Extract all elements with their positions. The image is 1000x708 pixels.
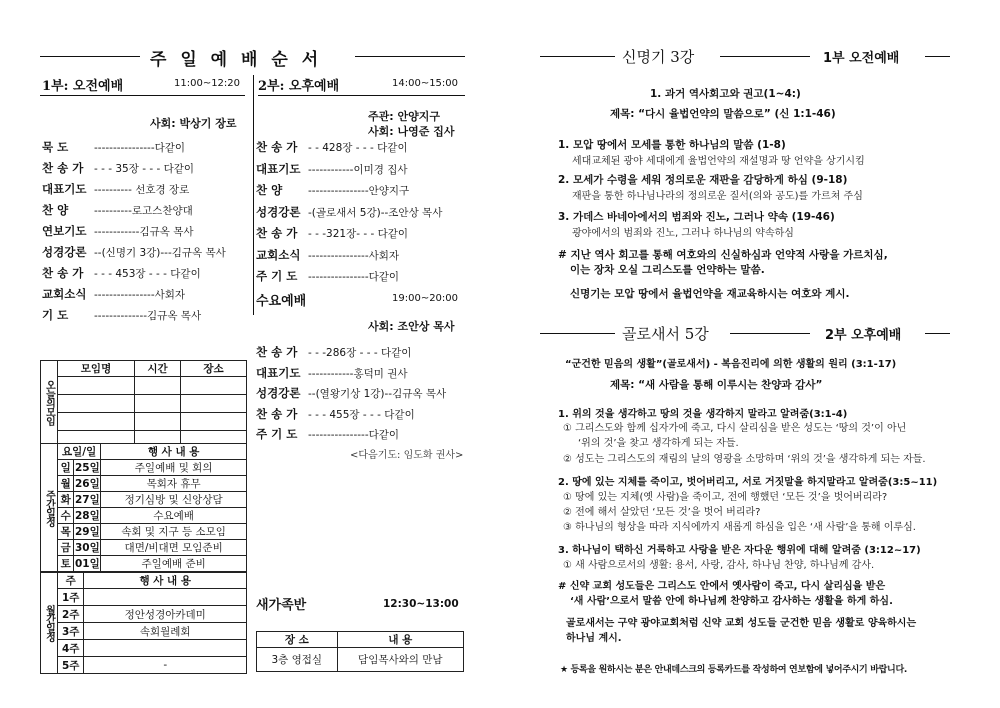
weekly-day: 수 bbox=[58, 508, 74, 524]
service3-name: 수요예배 bbox=[256, 294, 307, 309]
weekly-date: 27일 bbox=[74, 492, 101, 508]
order-label: 대표기도 bbox=[42, 182, 87, 196]
today-header-place: 장소 bbox=[181, 361, 247, 377]
order-label: 대표기도 bbox=[256, 161, 301, 176]
weekly-date: 01일 bbox=[74, 556, 101, 572]
sermon1-note-line1: # 지난 역사 회고를 통해 여호와의 신실하심과 언약적 사랑을 가르치심, bbox=[558, 249, 888, 261]
service3-time: 19:00~20:00 bbox=[392, 293, 459, 304]
weekly-row bbox=[41, 540, 247, 556]
order-label: 찬 송 가 bbox=[256, 345, 298, 359]
order-label: 성경강론 bbox=[256, 386, 301, 400]
order-value: ----------로고스찬양대 bbox=[94, 205, 193, 217]
sermon2-summary-line2: 하나님 계시. bbox=[566, 633, 622, 644]
monthly-row bbox=[41, 606, 247, 623]
monthly-schedule-table bbox=[40, 572, 247, 674]
today-meetings-table bbox=[40, 360, 247, 444]
service1-presider: 사회: 박상기 장로 bbox=[150, 117, 237, 130]
sermon2-note-line1: # 신약 교회 성도들은 그리스도 안에서 옛사람이 죽고, 다시 살리심을 받은 bbox=[558, 581, 886, 592]
order-label: 찬 송 가 bbox=[42, 161, 84, 175]
newfamily-table bbox=[256, 631, 464, 672]
weekly-side-label: 주간일정 bbox=[41, 444, 58, 572]
weekly-event: 목회자 휴무 bbox=[101, 476, 247, 492]
order-value: --(열왕기상 1강)--김규옥 목사 bbox=[308, 388, 447, 400]
order-value: ---------- 선호경 장로 bbox=[94, 184, 190, 196]
monthly-event: - bbox=[84, 657, 247, 674]
weekly-schedule-table bbox=[40, 443, 247, 572]
weekly-event: 수요예배 bbox=[101, 508, 247, 524]
newfamily-header-place: 장 소 bbox=[257, 632, 338, 648]
newfamily-header-content: 내 용 bbox=[337, 632, 463, 648]
service2-name: 2부: 오후예배 bbox=[258, 79, 340, 94]
today-header-time: 시간 bbox=[135, 361, 181, 377]
weekly-row bbox=[41, 524, 247, 540]
order-value: ------------이미경 집사 bbox=[308, 163, 408, 176]
weekly-row bbox=[41, 476, 247, 492]
monthly-week: 2주 bbox=[58, 606, 84, 623]
newfamily-title: 새가족반 bbox=[256, 598, 307, 613]
order-value: ------------김규옥 목사 bbox=[94, 226, 194, 238]
order-label: 성경강론 bbox=[256, 204, 301, 219]
newfamily-place: 3층 영접실 bbox=[257, 648, 338, 672]
sermon1-point-1: 1. 모압 땅에서 모세를 통한 하나님의 말씀 (1-8) bbox=[558, 139, 786, 151]
order-value: - - - 453장 - - - 다같이 bbox=[94, 268, 201, 280]
order-label: 찬 송 가 bbox=[256, 226, 298, 240]
sermon1-point-3: 3. 가데스 바네아에서의 범죄와 진노, 그러나 약속 (19-46) bbox=[558, 211, 835, 223]
order-value: - - -286장 - - - 다같이 bbox=[308, 347, 412, 359]
weekly-day: 토 bbox=[58, 556, 74, 572]
sermon1-point-3-sub: 광야에서의 범죄와 진노, 그러나 하나님의 약속하심 bbox=[572, 228, 794, 239]
order-value: ------------홍덕미 권사 bbox=[308, 367, 408, 380]
bulletin-title: 주 일 예 배 순 서 bbox=[150, 50, 323, 70]
monthly-row bbox=[41, 623, 247, 640]
weekly-event: 속회 및 지구 등 소모임 bbox=[101, 524, 247, 540]
sermon2-theme: 제목: “새 사람을 통해 이루시는 찬양과 감사” bbox=[610, 379, 823, 391]
monthly-row bbox=[41, 589, 247, 606]
order-value: ----------------다같이 bbox=[308, 429, 400, 441]
order-value: ----------------사회자 bbox=[308, 249, 400, 262]
monthly-row bbox=[41, 657, 247, 674]
order-value: -(골로새서 5강)--조안상 목사 bbox=[308, 206, 443, 219]
order-value: --(신명기 3강)---김규옥 목사 bbox=[94, 247, 226, 259]
order-label: 교회소식 bbox=[256, 247, 301, 262]
monthly-header-event: 행 사 내 용 bbox=[84, 573, 247, 589]
sermon2-note-line2: ‘새 사람’으로서 말씀 안에 하나님께 찬양하고 감사하는 생활을 하게 하심. bbox=[570, 596, 893, 607]
weekly-day: 금 bbox=[58, 540, 74, 556]
sermon2-title: 골로새서 5강 bbox=[622, 325, 709, 343]
sermon2-intro: “군건한 믿음의 생활”(골로새서) - 복음진리에 의한 생활의 원리 (3:1-17) bbox=[565, 359, 897, 370]
sermon2-point-1c: ② 성도는 그리스도의 재림의 날의 영광을 소망하며 ‘위의 것’을 생각하게 되는 자들. bbox=[563, 454, 926, 465]
sermon1-summary: 신명기는 모압 땅에서 율법언약을 재교육하시는 여호와 계시. bbox=[570, 288, 850, 300]
order-value: ----------------다같이 bbox=[308, 271, 400, 283]
order-label: 연보기도 bbox=[42, 224, 87, 238]
weekly-date: 28일 bbox=[74, 508, 101, 524]
newfamily-content: 담임목사와의 만남 bbox=[337, 648, 463, 672]
today-side-label: 오늘의모임 bbox=[41, 361, 58, 444]
monthly-week: 4주 bbox=[58, 640, 84, 657]
sermon1-point-2: 2. 모세가 수령을 세워 정의로운 재판을 감당하게 하심 (9-18) bbox=[558, 174, 848, 186]
next-prayer-note: <다음기도: 임도화 권사> bbox=[350, 450, 464, 461]
order-value: - - -321장- - - 다같이 bbox=[308, 228, 409, 240]
weekly-row bbox=[41, 460, 247, 476]
order-value: --------------김규옥 목사 bbox=[94, 310, 202, 322]
sermon2-point-1: 1. 위의 것을 생각하고 땅의 것을 생각하지 말라고 알려줌(3:1-4) bbox=[558, 409, 848, 420]
sermon2-point-2: 2. 땅에 있는 지체를 죽이고, 벗어버리고, 서로 거짓말을 하지말라고 알려줌(3:5~11) bbox=[558, 477, 938, 488]
weekly-date: 29일 bbox=[74, 524, 101, 540]
sermon1-note-line2: 이는 장차 오실 그리스도를 언약하는 말씀. bbox=[570, 264, 765, 276]
service2-presider: 사회: 나영준 집사 bbox=[368, 125, 455, 138]
monthly-week: 1주 bbox=[58, 589, 84, 606]
registration-notice: ★ 등록을 원하시는 분은 안내데스크의 등록카드를 작성하여 연보함에 넣어주시기 바랍니다. bbox=[560, 665, 907, 675]
monthly-week: 3주 bbox=[58, 623, 84, 640]
order-value: ----------------안양지구 bbox=[308, 185, 410, 197]
monthly-event bbox=[84, 640, 247, 657]
sermon2-point-2a: ① 땅에 있는 지체(옛 사람)을 죽이고, 전에 행했던 ‘모든 것’을 벗어버리라? bbox=[563, 492, 888, 503]
order-label: 찬 송 가 bbox=[256, 406, 298, 421]
service3-presider: 사회: 조안상 목사 bbox=[368, 320, 455, 333]
weekly-event: 대면/비대면 모임준비 bbox=[101, 540, 247, 556]
sermon2-point-1b: ‘위의 것’을 찾고 생각하게 되는 자들. bbox=[578, 438, 739, 449]
monthly-event: 속회월례회 bbox=[84, 623, 247, 640]
service2-host: 주관: 안양지구 bbox=[368, 110, 440, 123]
weekly-row bbox=[41, 556, 247, 572]
sermon2-point-3: 3. 하나님이 택하신 거룩하고 사랑을 받은 자다운 행위에 대해 알려줌 (3:12~17) bbox=[558, 545, 921, 556]
service2-time: 14:00~15:00 bbox=[392, 78, 459, 89]
monthly-event: 정안성경아카데미 bbox=[84, 606, 247, 623]
weekly-event: 주일예배 준비 bbox=[101, 556, 247, 572]
weekly-header-event: 행 사 내 용 bbox=[101, 444, 247, 460]
order-label: 묵 도 bbox=[42, 140, 69, 154]
weekly-date: 30일 bbox=[74, 540, 101, 556]
weekly-date: 25일 bbox=[74, 460, 101, 476]
sermon2-point-1a: ① 그리스도와 함께 십자가에 죽고, 다시 살리심을 받은 성도는 ‘땅의 것’이 아닌 bbox=[563, 423, 907, 434]
order-label: 찬 양 bbox=[256, 183, 283, 197]
today-header-name: 모임명 bbox=[58, 361, 135, 377]
weekly-date: 26일 bbox=[74, 476, 101, 492]
service1-name: 1부: 오전예배 bbox=[42, 79, 124, 94]
monthly-header-week: 주 bbox=[58, 573, 84, 589]
order-value: ----------------다같이 bbox=[94, 142, 186, 154]
order-value: ----------------사회자 bbox=[94, 289, 186, 301]
sermon2-point-2b: ② 전에 해서 살았던 ‘모든 것’을 벗어 버리라? bbox=[563, 507, 761, 518]
order-label: 찬 송 가 bbox=[42, 266, 84, 280]
monthly-week: 5주 bbox=[58, 657, 84, 674]
monthly-side-label: 월간일정 bbox=[41, 573, 58, 674]
sermon1-point-2-sub: 재판을 통한 하나님나라의 정의로운 질서(의와 공도)를 가르쳐 주심 bbox=[572, 191, 863, 202]
order-label: 성경강론 bbox=[42, 245, 87, 259]
weekly-event: 정기심방 및 신앙상담 bbox=[101, 492, 247, 508]
order-label: 기 도 bbox=[42, 308, 69, 322]
order-label: 대표기도 bbox=[256, 365, 301, 380]
sermon2-point-3a: ① 새 사람으로서의 생활: 용서, 사랑, 감사, 하나님 찬양, 하나님께 감사. bbox=[563, 560, 875, 571]
weekly-row bbox=[41, 492, 247, 508]
service1-time: 11:00~12:20 bbox=[174, 78, 241, 89]
sermon1-theme: 제목: “다시 율법언약의 말씀으로” (신 1:1-46) bbox=[610, 108, 836, 120]
sermon2-point-2c: ③ 하나님의 형상을 따라 지식에까지 새롭게 하심을 입은 ‘새 사람’을 통해 이루심. bbox=[563, 522, 916, 533]
order-label: 찬 양 bbox=[42, 203, 69, 217]
order-label: 교회소식 bbox=[42, 287, 87, 301]
order-value: - - 428장 - - - 다같이 bbox=[308, 142, 408, 154]
monthly-event bbox=[84, 589, 247, 606]
sermon1-title: 신명기 3강 bbox=[622, 48, 695, 66]
weekly-day: 목 bbox=[58, 524, 74, 540]
weekly-event: 주일예배 및 회의 bbox=[101, 460, 247, 476]
sermon2-service: 2부 오후예배 bbox=[825, 328, 902, 343]
weekly-day: 화 bbox=[58, 492, 74, 508]
sermon2-summary-line1: 골로새서는 구약 광야교회처럼 신약 교회 성도들 군건한 믿음 생활로 양육하시는 bbox=[566, 618, 917, 629]
order-label: 주 기 도 bbox=[256, 427, 298, 441]
sermon1-point-1-sub: 세대교체된 광야 세대에게 율법언약의 재설명과 땅 언약을 상기시킴 bbox=[572, 156, 865, 167]
newfamily-time: 12:30~13:00 bbox=[383, 598, 459, 610]
monthly-row bbox=[41, 640, 247, 657]
sermon1-intro: 1. 과거 역사회고와 권고(1~4:) bbox=[650, 88, 801, 100]
sermon1-service: 1부 오전예배 bbox=[823, 51, 900, 66]
order-value: - - - 455장 - - - 다같이 bbox=[308, 408, 415, 421]
order-label: 찬 송 가 bbox=[256, 140, 298, 154]
weekly-header-day: 요일/일 bbox=[58, 444, 101, 460]
weekly-day: 월 bbox=[58, 476, 74, 492]
weekly-row bbox=[41, 508, 247, 524]
order-value: - - - 35장 - - - 다같이 bbox=[94, 163, 195, 175]
order-label: 주 기 도 bbox=[256, 269, 298, 283]
weekly-day: 일 bbox=[58, 460, 74, 476]
